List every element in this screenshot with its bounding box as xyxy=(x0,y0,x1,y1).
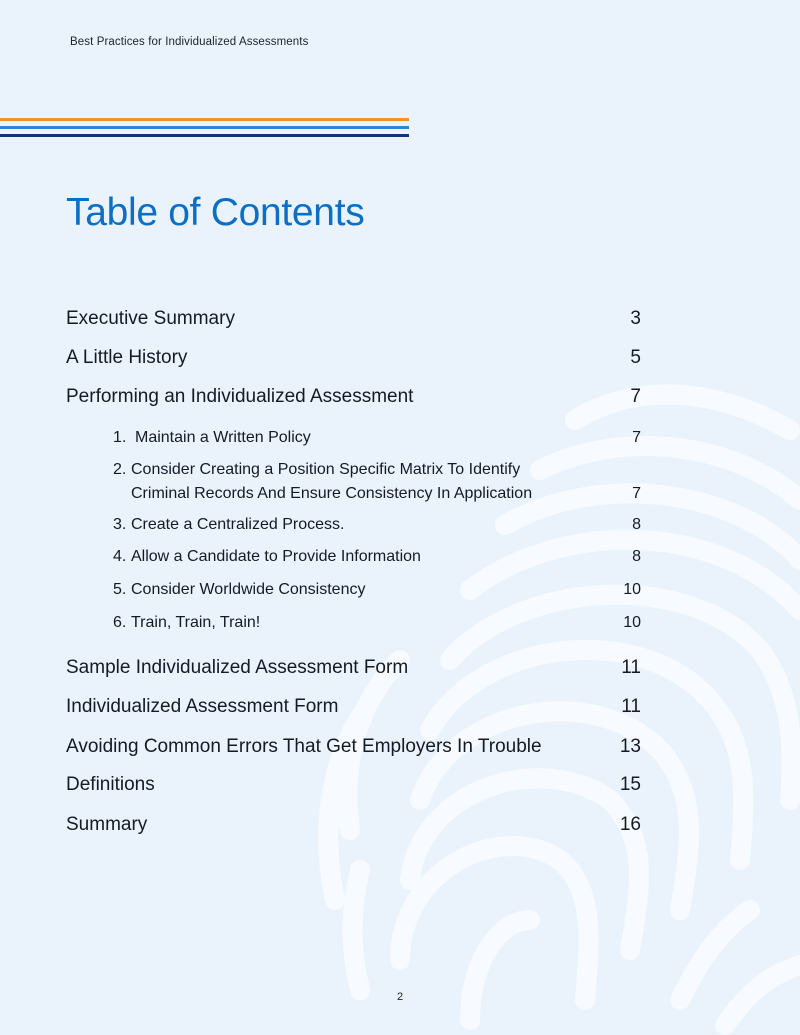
toc-entry-label: Executive Summary xyxy=(66,308,235,329)
toc-entry-performing-assessment[interactable] xyxy=(66,385,641,409)
toc-entry-label: Avoiding Common Errors That Get Employers In Trouble xyxy=(66,736,542,757)
toc-subentry-page: 7 xyxy=(632,485,641,502)
toc-entry-definitions[interactable] xyxy=(66,773,641,797)
toc-entry-a-little-history[interactable] xyxy=(66,346,641,370)
toc-entry-label: Summary xyxy=(66,814,148,835)
toc-subentry-label: Maintain a Written Policy xyxy=(135,429,311,446)
toc-entry-page: 16 xyxy=(619,814,641,835)
toc-entry-page: 15 xyxy=(619,774,641,795)
page-title: Table of Contents xyxy=(66,191,365,234)
toc-subentry-number: 6. xyxy=(113,614,127,631)
toc-subentry-page: 8 xyxy=(632,516,641,533)
toc-subentry-number: 1. xyxy=(113,429,127,446)
toc-entry-sample-form[interactable] xyxy=(66,656,641,680)
toc-entry-label: Performing an Individualized Assessment xyxy=(66,386,414,407)
toc-entry-common-errors[interactable] xyxy=(66,735,641,759)
toc-subentry-label: Allow a Candidate to Provide Information xyxy=(131,548,421,565)
toc-entry-label: Sample Individualized Assessment Form xyxy=(66,657,409,678)
toc-entry-page: 11 xyxy=(621,657,641,678)
toc-subentry-number: 3. xyxy=(113,516,127,533)
toc-subentry-page: 10 xyxy=(623,614,641,631)
toc-subentry-4[interactable] xyxy=(113,545,641,569)
toc-subentry-2[interactable] xyxy=(113,458,641,506)
toc-subentry-label: Train, Train, Train! xyxy=(131,614,261,631)
header-stripes xyxy=(0,118,409,142)
toc-subentry-label-line1: Consider Creating a Position Specific Matrix To Identify xyxy=(131,461,521,478)
toc-entry-assessment-form[interactable] xyxy=(66,695,641,719)
toc-entry-executive-summary[interactable] xyxy=(66,307,641,331)
orange-stripe xyxy=(0,118,409,121)
toc-subentry-1[interactable] xyxy=(113,426,641,450)
toc-entry-label: Individualized Assessment Form xyxy=(66,696,339,717)
toc-subentry-5[interactable] xyxy=(113,578,641,602)
navy-stripe xyxy=(0,134,409,137)
toc-entry-label: Definitions xyxy=(66,774,155,795)
toc-entry-page: 13 xyxy=(619,736,641,757)
toc-subentry-label-line2: Criminal Records And Ensure Consistency In Application xyxy=(131,485,533,502)
toc-entry-page: 7 xyxy=(630,386,641,407)
running-header: Best Practices for Individualized Assessments xyxy=(70,36,309,48)
toc-entry-page: 3 xyxy=(630,308,641,329)
toc-subentry-page: 8 xyxy=(632,548,641,565)
toc-subentry-page: 7 xyxy=(632,429,641,446)
toc-subentry-3[interactable] xyxy=(113,513,641,537)
toc-entry-summary[interactable] xyxy=(66,813,641,837)
toc-entry-page: 11 xyxy=(621,696,641,717)
toc-subentry-6[interactable] xyxy=(113,611,641,635)
toc-entry-page: 5 xyxy=(630,347,641,368)
toc-subentry-label: Consider Worldwide Consistency xyxy=(131,581,366,598)
toc-subentry-number: 4. xyxy=(113,548,127,565)
toc-subentry-page: 10 xyxy=(623,581,641,598)
toc-entry-label: A Little History xyxy=(66,347,188,368)
toc-subentry-number: 2. xyxy=(113,461,127,478)
toc-subentry-label: Create a Centralized Process. xyxy=(131,516,345,533)
blue-stripe xyxy=(0,126,409,129)
page-number: 2 xyxy=(396,991,404,1003)
toc-subentry-number: 5. xyxy=(113,581,127,598)
